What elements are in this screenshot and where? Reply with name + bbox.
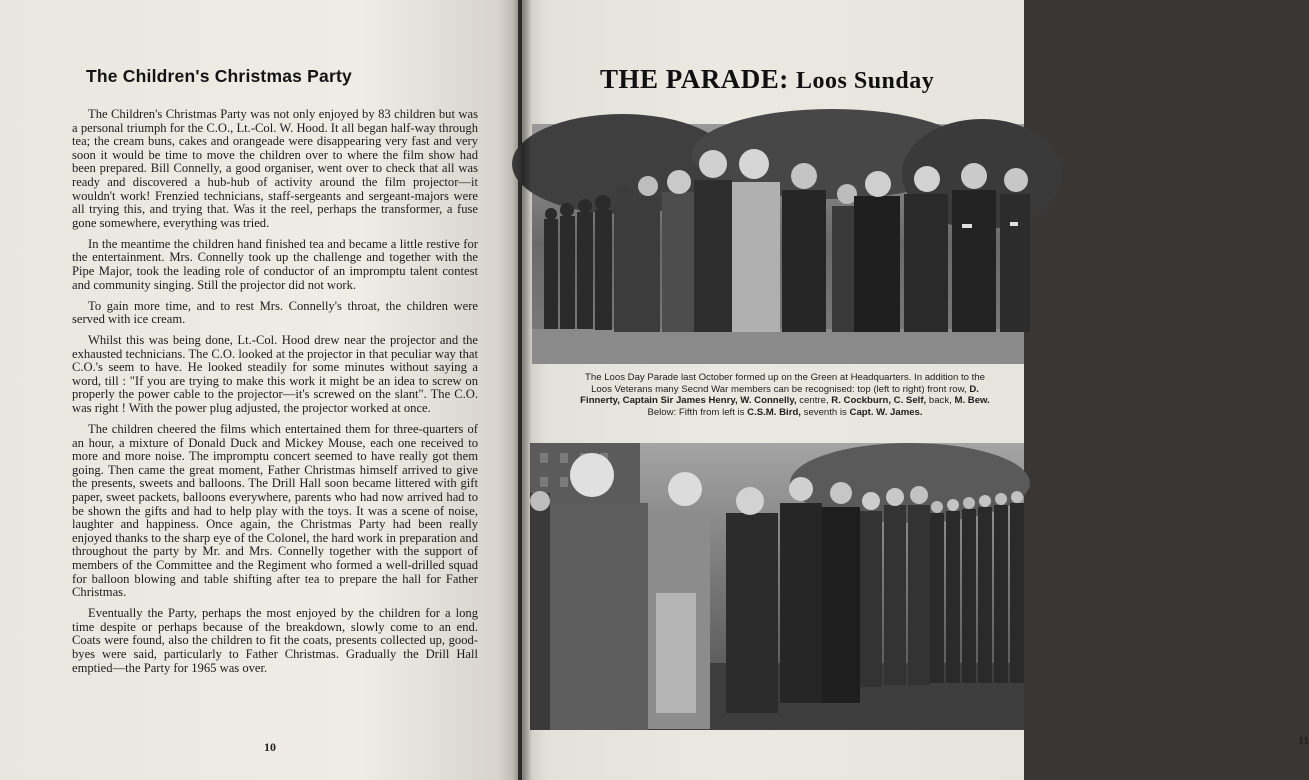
caption-text-1: The Loos Day Parade last October formed up on the Green at Headquarters. In addition to the Loos Veterans many Secnd War members can be recognised: top (left to right) front row, — [585, 372, 985, 395]
caption-text-5: seventh is — [800, 406, 850, 418]
paragraph-1: The Children's Christmas Party was not only enjoyed by 83 children but was a personal triumph for the C.O., Lt.-Col. W. Hood. It all began half-way through tea; the cream buns, cakes and orangeade were disappearing very fast and very soon it would be time to move the children over to where the film show had been prepared. Bill Connelly, a good organiser, went over to check that all was ready and discovered a hub-hub of activity around the film projector—it wouldn't work! Frenzied technicians, staff-sergeants and sergeant-majors were all trying this, and trying that. Was it the reel, perhaps the transformer, a fuse gone somewhere, everything was tried. — [72, 107, 478, 230]
parade-photo-top — [532, 124, 1024, 364]
caption-names-4: C.S.M. Bird, — [747, 406, 801, 418]
paragraph-3: To gain more time, and to rest Mrs. Connelly's throat, the children were served with ice cream. — [72, 298, 478, 327]
caption-text-2: centre, — [796, 395, 832, 407]
page-number-left: 10 — [264, 740, 276, 754]
parade-photo-bottom-image — [530, 443, 1024, 730]
article-body — [72, 108, 478, 683]
left-page — [0, 0, 518, 780]
paragraph-2: In the meantime the children hand finished tea and became a little restive for the entertainment. Mrs. Connelly took up the challenge and together with the Pipe Major, took the leading role of conductor of an impromptu talent contest and community singing. Still the projector did not work. — [72, 236, 478, 292]
caption-names-2: R. Cockburn, C. Self, — [831, 395, 927, 407]
page-number-right: 11 — [1298, 733, 1309, 747]
paragraph-6: Eventually the Party, perhaps the most enjoyed by the children for a long time despite or perhaps because of the breakdown, slowly come to an end. Coats were found, also the children to fit the coats, presents collected up, good-byes were said, particularly to Father Christmas. Gradually the Drill Hall emptied—the Party for 1965 was over. — [72, 606, 478, 675]
caption-text-4: Below: Fifth from left is — [647, 406, 748, 418]
photo-caption — [580, 372, 990, 418]
article-title: The Children's Christmas Party — [86, 66, 352, 86]
caption-text-3: back, — [926, 395, 955, 407]
caption-names-3: M. Bew. — [954, 395, 990, 407]
parade-photo-top-image — [532, 124, 1024, 364]
paragraph-5: The children cheered the films which entertained them for three-quarters of an hour, a mixture of Donald Duck and Mickey Mouse, each one received to more and more noise. The impromptu concert seemed to have really got them going. Then came the great moment, Father Christmas himself arrived to give the presents, sweets and balloons. The Drill Hall soon became littered with gift paper, sweet packets, balloons everywhere, parents who had now arrived had to be shown the gifts and had to help play with the toys. It was a scene of noise, laughter and happiness. Once again, the Christmas Party had been really enjoyed thanks to the sharp eye of the Colonel, the hard work in preparation and throughout the party by Mr. and Mrs. Connelly together with the support of members of the Committee and the Regiment who formed a well-drilled squad for balloon blowing and table shifting after tea to prepare the hall for Father Christmas. — [72, 422, 478, 600]
parade-title-sub: Loos Sunday — [796, 68, 935, 94]
right-page — [522, 0, 1309, 780]
paragraph-4: Whilst this was being done, Lt.-Col. Hood drew near the projector and the exhausted technicians. The C.O. looked at the projector in that peculiar way that C.O.'s seem to have. He looked steadily for some minutes without saying a word, till : "If you are trying to make this work it might be an idea to screw on properly the power cable to the projector—it's screwed on the slant". The C.O. was right ! With the power plug adjusted, the projector worked at once. — [72, 333, 478, 416]
parade-title-main: THE PARADE: — [600, 64, 789, 94]
book-gutter — [512, 0, 532, 780]
parade-photo-bottom — [530, 443, 1024, 730]
caption-names-1: D. Finnerty, Captain Sir James Henry, W. Connelly, — [580, 383, 979, 407]
parade-title — [600, 64, 934, 95]
caption-names-5: Capt. W. James. — [849, 406, 923, 418]
